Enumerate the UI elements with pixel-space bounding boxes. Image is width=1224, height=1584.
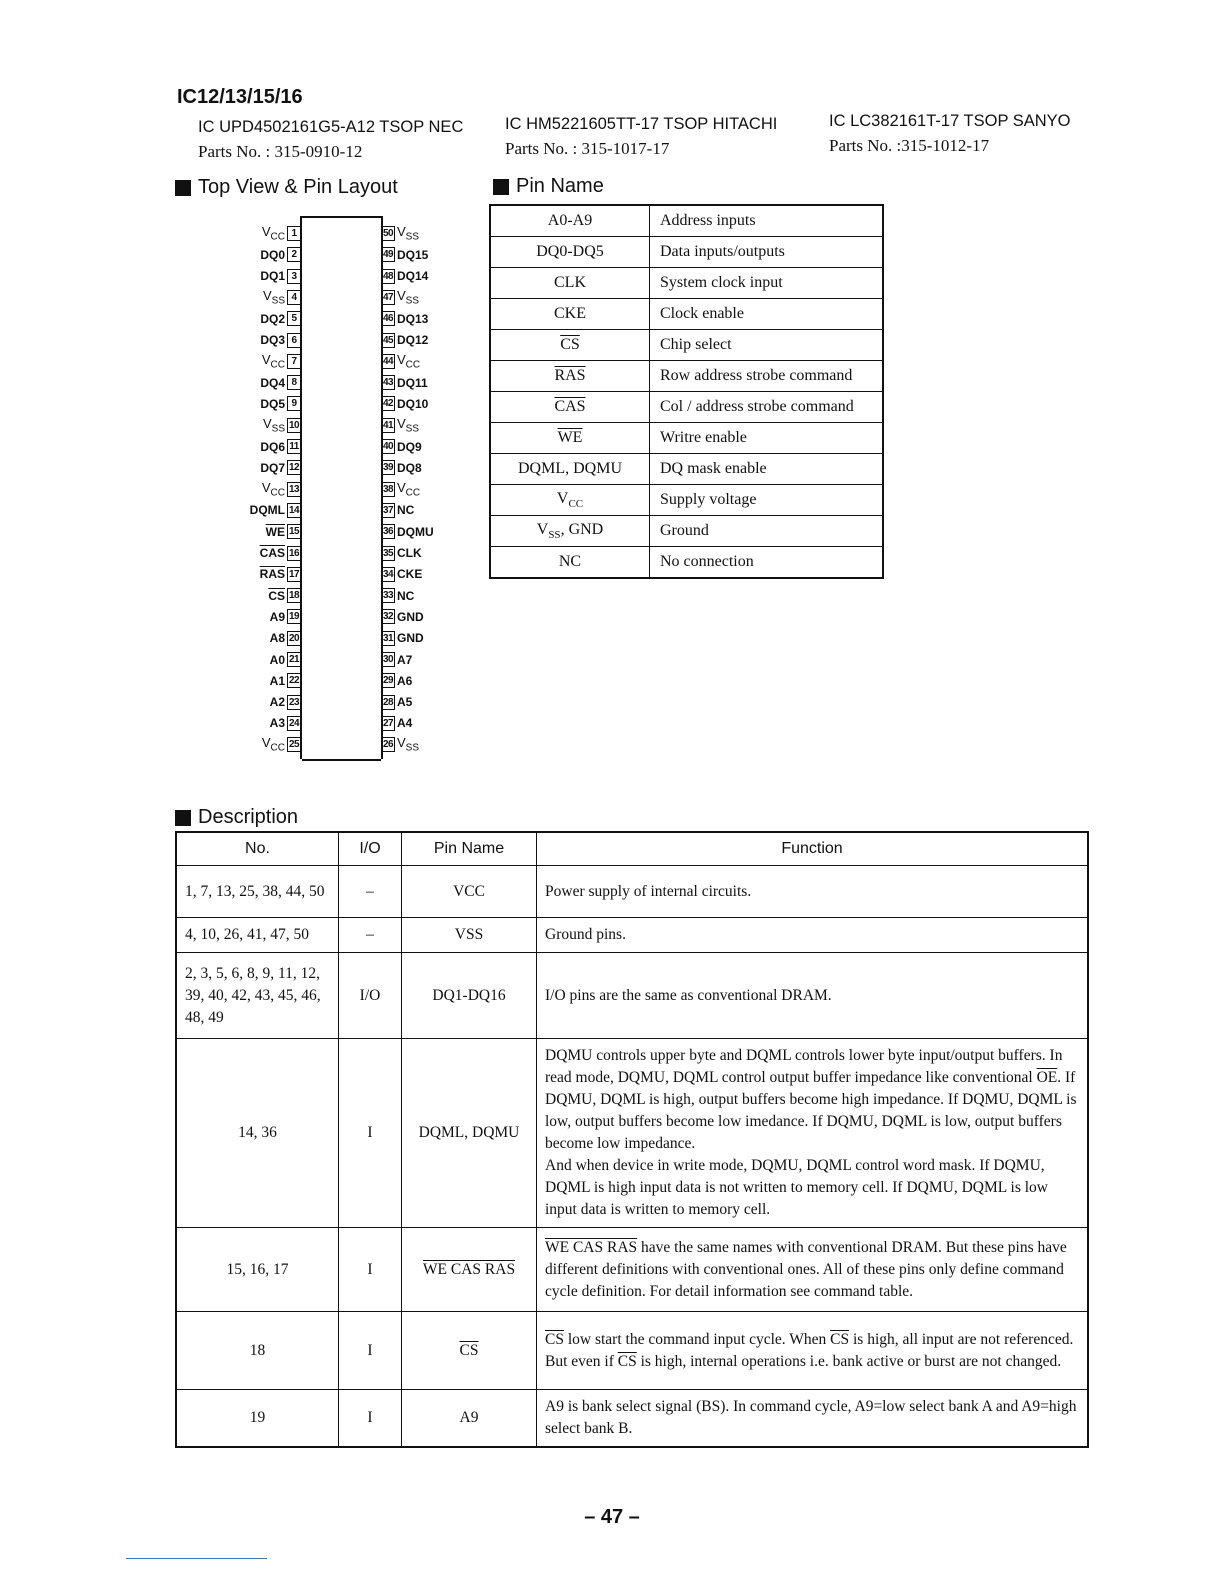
pin-number: 6 bbox=[287, 333, 301, 348]
pin-label: DQ8 bbox=[397, 460, 422, 475]
pin-label: DQML bbox=[249, 503, 285, 518]
pin-number: 42 bbox=[382, 398, 394, 410]
cell-function: Power supply of internal circuits. bbox=[537, 866, 1089, 918]
section-title: Pin Name bbox=[516, 175, 604, 197]
section-title: Description bbox=[198, 806, 299, 828]
pin-symbol: $\overline{WE}$ bbox=[490, 423, 650, 454]
pin-label: DQ11 bbox=[397, 375, 428, 390]
pin-number: 5 bbox=[287, 311, 301, 326]
pin-label: $V_{CC}$ bbox=[397, 352, 421, 371]
pin-number: 2 bbox=[287, 247, 301, 262]
pin-label: $V_{SS}$ bbox=[397, 415, 420, 435]
pin-number: 26 bbox=[382, 739, 394, 751]
cell-pin: $\overline{CS}$ bbox=[402, 1312, 537, 1390]
bullet-square-icon bbox=[175, 180, 191, 196]
pin-number: 8 bbox=[287, 375, 301, 390]
table-row bbox=[490, 299, 883, 330]
pin-label: DQ3 bbox=[260, 333, 285, 347]
pin-15 bbox=[266, 522, 301, 541]
pin-label: CKE bbox=[397, 567, 423, 582]
pin-label: $V_{CC}$ bbox=[261, 224, 285, 243]
pin-label: $V_{SS}$ bbox=[397, 288, 420, 307]
table-row bbox=[176, 1039, 1088, 1228]
table-row bbox=[490, 361, 883, 392]
pin-number: 33 bbox=[382, 590, 394, 602]
ic-name: IC LC382161T-17 TSOP SANYO bbox=[829, 112, 1071, 130]
cs-text-1: low start the command input cycle. When bbox=[563, 1330, 831, 1348]
pin-number: 46 bbox=[382, 313, 394, 325]
pin-number: 16 bbox=[288, 547, 300, 559]
pin-label: A6 bbox=[397, 673, 413, 688]
pin-symbol: $\overline{RAS}$ bbox=[490, 361, 650, 392]
pin-3 bbox=[260, 267, 301, 286]
description-table bbox=[175, 831, 1089, 1448]
pin-number: 11 bbox=[287, 439, 301, 454]
pin-number: 30 bbox=[382, 654, 394, 665]
section-top-view bbox=[175, 176, 398, 199]
cell-no: 1, 7, 13, 25, 38, 44, 50 bbox=[176, 866, 339, 918]
header-no: No. bbox=[176, 832, 339, 866]
pin-17 bbox=[260, 565, 301, 584]
chip-outline bbox=[302, 216, 381, 761]
pin-number: 44 bbox=[382, 355, 394, 367]
pin-39 bbox=[381, 458, 422, 477]
header-io: I/O bbox=[339, 832, 402, 866]
pin-label: DQ13 bbox=[397, 311, 429, 326]
table-row bbox=[176, 1228, 1088, 1312]
pin-label: $V_{SS}$ bbox=[397, 224, 420, 243]
pin-number: 39 bbox=[382, 462, 394, 474]
pin-symbol: $\overline{CS}$ bbox=[490, 330, 650, 361]
cell-function bbox=[537, 1039, 1089, 1228]
pin-label: $V_{CC}$ bbox=[261, 735, 285, 754]
pin-2 bbox=[260, 245, 301, 264]
table-row bbox=[490, 423, 883, 454]
cell-pin: VSS bbox=[402, 918, 537, 953]
pin-description: Col / address strobe command bbox=[650, 392, 884, 423]
pin-description: Ground bbox=[650, 516, 884, 547]
pin-label: DQ6 bbox=[260, 439, 285, 454]
pin-description: Writre enable bbox=[650, 423, 884, 454]
pin-19 bbox=[270, 607, 301, 626]
pin-48 bbox=[381, 267, 428, 286]
pin-number: 23 bbox=[288, 696, 300, 708]
table-row bbox=[490, 516, 883, 547]
pin-16 bbox=[260, 544, 301, 563]
table-row bbox=[490, 205, 883, 237]
pin-label: DQ7 bbox=[260, 460, 285, 475]
pin-25 bbox=[262, 735, 301, 754]
pin-26 bbox=[381, 735, 419, 754]
pin-label: DQ2 bbox=[260, 311, 285, 326]
pin-23 bbox=[270, 693, 301, 712]
pin-description: Address inputs bbox=[650, 205, 884, 237]
pin-symbol: DQML, DQMU bbox=[490, 454, 650, 485]
pin-label: DQ12 bbox=[397, 333, 429, 347]
pin-description: Data inputs/outputs bbox=[650, 237, 884, 268]
cell-function bbox=[537, 1228, 1089, 1312]
pin-9 bbox=[260, 394, 301, 413]
pin-number: 12 bbox=[288, 462, 300, 474]
pin-7 bbox=[262, 352, 301, 371]
cell-function bbox=[537, 1312, 1089, 1390]
pin-28 bbox=[381, 693, 412, 712]
page-heading: IC12/13/15/16 bbox=[177, 86, 303, 108]
pin-label: $V_{SS}$ bbox=[397, 735, 420, 754]
pin-label: A5 bbox=[397, 695, 413, 710]
pin-22 bbox=[270, 671, 301, 690]
pin-number: 43 bbox=[382, 377, 394, 389]
pin-label: DQ9 bbox=[397, 439, 422, 454]
pin-symbol: CKE bbox=[490, 299, 650, 330]
pin-label: DQ5 bbox=[260, 396, 285, 411]
pin-symbol: DQ0-DQ5 bbox=[490, 237, 650, 268]
pin-number: 22 bbox=[288, 675, 300, 687]
cs-signal: $\overline{CS}$ bbox=[830, 1330, 850, 1348]
pin-label: A0 bbox=[269, 652, 285, 667]
table-row bbox=[490, 547, 883, 579]
cs-text-2: is high, all input are not referenced. But even if bbox=[545, 1330, 1074, 1370]
pin-29 bbox=[381, 671, 412, 690]
pin-label: $\overline{CAS}$ bbox=[259, 546, 285, 560]
pin-number: 24 bbox=[288, 717, 300, 729]
pin-number: 35 bbox=[382, 547, 394, 559]
pin-label: A2 bbox=[269, 695, 285, 710]
pin-27 bbox=[381, 714, 412, 733]
pin-50 bbox=[381, 224, 419, 243]
bullet-square-icon bbox=[175, 810, 191, 826]
cell-pin: VCC bbox=[402, 866, 537, 918]
dqm-text-2: . If DQMU, DQML is high, output buffers become high impedance. If DQMU, DQML is low, output buffers become low imedance. If DQMU, DQML is low, output buffers become low impedance. bbox=[545, 1069, 1077, 1152]
pin-number: 38 bbox=[382, 483, 394, 495]
table-row bbox=[490, 454, 883, 485]
table-row bbox=[490, 330, 883, 361]
table-row bbox=[490, 485, 883, 516]
pin-label: $V_{CC}$ bbox=[261, 352, 285, 371]
pin-32 bbox=[381, 607, 424, 626]
cell-function: Ground pins. bbox=[537, 918, 1089, 953]
pin-label: CLK bbox=[397, 546, 422, 560]
pin-label: $V_{SS}$ bbox=[262, 288, 285, 307]
pin-label: $V_{CC}$ bbox=[397, 479, 421, 499]
table-row bbox=[176, 1390, 1088, 1448]
pin-number: 15 bbox=[288, 526, 300, 538]
pin-4 bbox=[263, 288, 301, 307]
pin-label: DQ0 bbox=[260, 247, 285, 262]
pin-8 bbox=[260, 373, 301, 392]
pin-description: System clock input bbox=[650, 268, 884, 299]
pin-label: DQ14 bbox=[397, 269, 429, 284]
pin-number: 17 bbox=[288, 568, 300, 580]
cell-io: – bbox=[339, 918, 402, 953]
pin-14 bbox=[250, 501, 301, 520]
pin-number: 31 bbox=[382, 632, 394, 644]
ic-nec bbox=[198, 118, 463, 162]
table-row bbox=[176, 1312, 1088, 1390]
pin-number: 25 bbox=[288, 739, 300, 751]
pin-number: 18 bbox=[288, 590, 300, 602]
pin-number: 45 bbox=[382, 334, 394, 346]
pin-47 bbox=[381, 288, 419, 307]
pin-label: NC bbox=[397, 503, 415, 518]
cell-no: 15, 16, 17 bbox=[176, 1228, 339, 1312]
cell-function: I/O pins are the same as conventional DRAM. bbox=[537, 953, 1089, 1039]
ic-hitachi bbox=[505, 115, 777, 159]
cell-pin: A9 bbox=[402, 1390, 537, 1448]
pin-label: A9 bbox=[269, 609, 285, 624]
ic-parts-no: Parts No. :315-1012-17 bbox=[829, 136, 990, 155]
cell-no: 19 bbox=[176, 1390, 339, 1448]
pin-5 bbox=[260, 309, 301, 328]
cell-io: I/O bbox=[339, 953, 402, 1039]
pin-number: 19 bbox=[288, 611, 300, 623]
pin-number: 32 bbox=[382, 611, 394, 623]
pin-label: A8 bbox=[269, 631, 285, 646]
table-row bbox=[490, 268, 883, 299]
table-row bbox=[176, 866, 1088, 918]
pin-label: DQ4 bbox=[260, 375, 285, 390]
pin-number: 34 bbox=[382, 568, 394, 580]
pin-label: $V_{CC}$ bbox=[261, 479, 285, 499]
pin-symbol: NC bbox=[490, 547, 650, 579]
cs-text-3: is high, internal operations i.e. bank active or burst are not changed. bbox=[636, 1352, 1062, 1370]
pin-number: 27 bbox=[382, 717, 394, 729]
pin-label: A3 bbox=[269, 716, 285, 731]
pin-44 bbox=[381, 352, 420, 371]
pin-1 bbox=[262, 224, 301, 243]
dqm-text-3: And when device in write mode, DQMU, DQML control word mask. If DQMU, DQML is high input data is not written to memory cell. If DQMU, DQML is low input data is written to memory cell. bbox=[545, 1157, 1048, 1218]
pin-number: 14 bbox=[288, 504, 300, 516]
pin-label: $\overline{CS}$ bbox=[268, 588, 285, 603]
pin-symbol: $V_{SS}$, GND bbox=[490, 516, 650, 547]
table-row bbox=[176, 953, 1088, 1039]
bullet-square-icon bbox=[493, 179, 509, 195]
we-func-text: have the same names with conventional DRAM. But these pins have different definitions with conventional ones. All of these pins only define command cycle definition. For detail information see command table. bbox=[545, 1238, 1067, 1300]
pin-symbol: $\overline{CAS}$ bbox=[490, 392, 650, 423]
pin-label: DQ15 bbox=[397, 247, 429, 262]
cell-io: I bbox=[339, 1390, 402, 1448]
pin-number: 28 bbox=[382, 696, 394, 708]
pin-43 bbox=[381, 373, 428, 392]
pin-35 bbox=[381, 544, 422, 563]
cell-function: A9 is bank select signal (BS). In command cycle, A9=low select bank A and A9=high select bank B. bbox=[537, 1390, 1089, 1448]
pin-number: 20 bbox=[288, 632, 300, 644]
footer-rule bbox=[126, 1558, 267, 1559]
pin-name-table bbox=[489, 204, 884, 579]
pin-number: 36 bbox=[382, 526, 394, 538]
pin-label: $\overline{RAS}$ bbox=[259, 567, 285, 582]
ic-sanyo bbox=[829, 112, 1071, 156]
pin-label: DQ10 bbox=[397, 396, 429, 411]
pin-symbol: CLK bbox=[490, 268, 650, 299]
pin-34 bbox=[381, 565, 422, 584]
pin-number: 48 bbox=[382, 270, 394, 282]
pin-label: GND bbox=[397, 631, 424, 646]
we-cas-ras-signals: WE CAS RAS bbox=[545, 1238, 638, 1256]
pin-label: GND bbox=[397, 609, 424, 624]
pin-number: 50 bbox=[382, 228, 394, 239]
header-pin-name: Pin Name bbox=[402, 832, 537, 866]
pin-24 bbox=[270, 714, 301, 733]
pin-number: 9 bbox=[287, 396, 301, 411]
pin-label: DQMU bbox=[397, 524, 434, 539]
page-number: – 47 – bbox=[584, 1506, 640, 1528]
pin-number: 4 bbox=[287, 290, 301, 305]
section-pin-name bbox=[493, 175, 604, 198]
pin-31 bbox=[381, 629, 424, 648]
pin-number: 37 bbox=[382, 504, 394, 516]
oe-signal: $\overline{OE}$ bbox=[1036, 1069, 1058, 1086]
pin-symbol: A0-A9 bbox=[490, 205, 650, 237]
pin-45 bbox=[381, 331, 428, 350]
pin-description: No connection bbox=[650, 547, 884, 579]
cell-io: I bbox=[339, 1312, 402, 1390]
cell-io: I bbox=[339, 1228, 402, 1312]
pin-6 bbox=[260, 331, 301, 350]
pin-number: 47 bbox=[382, 291, 394, 303]
pin-10 bbox=[263, 416, 301, 435]
pin-20 bbox=[270, 629, 301, 648]
pin-number: 3 bbox=[287, 269, 301, 284]
pin-36 bbox=[381, 522, 434, 541]
pin-number: 41 bbox=[382, 419, 394, 431]
pin-number: 49 bbox=[382, 249, 394, 261]
pin-description: DQ mask enable bbox=[650, 454, 884, 485]
cell-no: 14, 36 bbox=[176, 1039, 339, 1228]
pin-30 bbox=[381, 650, 412, 669]
table-row bbox=[490, 237, 883, 268]
pin-13 bbox=[262, 480, 301, 499]
table-row bbox=[490, 392, 883, 423]
pin-number: 10 bbox=[288, 419, 300, 431]
pin-46 bbox=[381, 309, 428, 328]
pin-18 bbox=[268, 586, 301, 605]
cell-io: I bbox=[339, 1039, 402, 1228]
pin-label: A7 bbox=[397, 652, 413, 667]
pin-38 bbox=[381, 480, 420, 499]
ic-parts-no: Parts No. : 315-0910-12 bbox=[198, 142, 363, 161]
pin-description: Clock enable bbox=[650, 299, 884, 330]
pin-40 bbox=[381, 437, 422, 456]
cell-no: 2, 3, 5, 6, 8, 9, 11, 12, 39, 40, 42, 43, 45, 46, 48, 49 bbox=[176, 953, 339, 1039]
pin-21 bbox=[270, 650, 301, 669]
table-row bbox=[176, 918, 1088, 953]
pin-12 bbox=[260, 458, 301, 477]
section-title: Top View & Pin Layout bbox=[198, 176, 398, 198]
header-function: Function bbox=[537, 832, 1089, 866]
pin-number: 7 bbox=[287, 354, 301, 369]
pin-49 bbox=[381, 245, 428, 264]
pin-42 bbox=[381, 394, 428, 413]
cell-pin: DQ1-DQ16 bbox=[402, 953, 537, 1039]
pin-33 bbox=[381, 586, 414, 605]
pin-label: $V_{SS}$ bbox=[262, 415, 285, 435]
pin-41 bbox=[381, 416, 419, 435]
pin-label: A4 bbox=[397, 716, 413, 731]
pin-label: $\overline{WE}$ bbox=[265, 524, 285, 539]
pin-number: 21 bbox=[288, 654, 300, 665]
cell-no: 18 bbox=[176, 1312, 339, 1390]
dqm-text-1: DQMU controls upper byte and DQML controls lower byte input/output buffers. In read mode, DQMU, DQML control output buffer impedance like conventional bbox=[545, 1047, 1063, 1086]
cell-no: 4, 10, 26, 41, 47, 50 bbox=[176, 918, 339, 953]
ic-name: IC UPD4502161G5-A12 TSOP NEC bbox=[198, 118, 464, 136]
pin-label: A1 bbox=[269, 673, 285, 688]
pin-37 bbox=[381, 501, 414, 520]
ic-name: IC HM5221605TT-17 TSOP HITACHI bbox=[505, 115, 778, 133]
pin-label: DQ1 bbox=[260, 269, 285, 284]
cell-pin: WE CAS RAS bbox=[402, 1228, 537, 1312]
ic-parts-no: Parts No. : 315-1017-17 bbox=[505, 139, 670, 158]
pin-description: Supply voltage bbox=[650, 485, 884, 516]
section-description bbox=[175, 806, 298, 829]
pin-number: 1 bbox=[287, 226, 301, 241]
pin-description: Chip select bbox=[650, 330, 884, 361]
pin-number: 13 bbox=[288, 483, 300, 495]
pin-label: NC bbox=[397, 588, 415, 603]
cell-pin: DQML, DQMU bbox=[402, 1039, 537, 1228]
cs-signal: $\overline{CS}$ bbox=[545, 1330, 564, 1348]
pin-11 bbox=[260, 437, 301, 456]
pin-description: Row address strobe command bbox=[650, 361, 884, 392]
pin-number: 40 bbox=[382, 441, 394, 452]
cell-io: – bbox=[339, 866, 402, 918]
cs-signal: $\overline{CS}$ bbox=[617, 1352, 637, 1370]
pin-number: 29 bbox=[382, 675, 394, 687]
pin-symbol: $V_{CC}$ bbox=[490, 485, 650, 516]
